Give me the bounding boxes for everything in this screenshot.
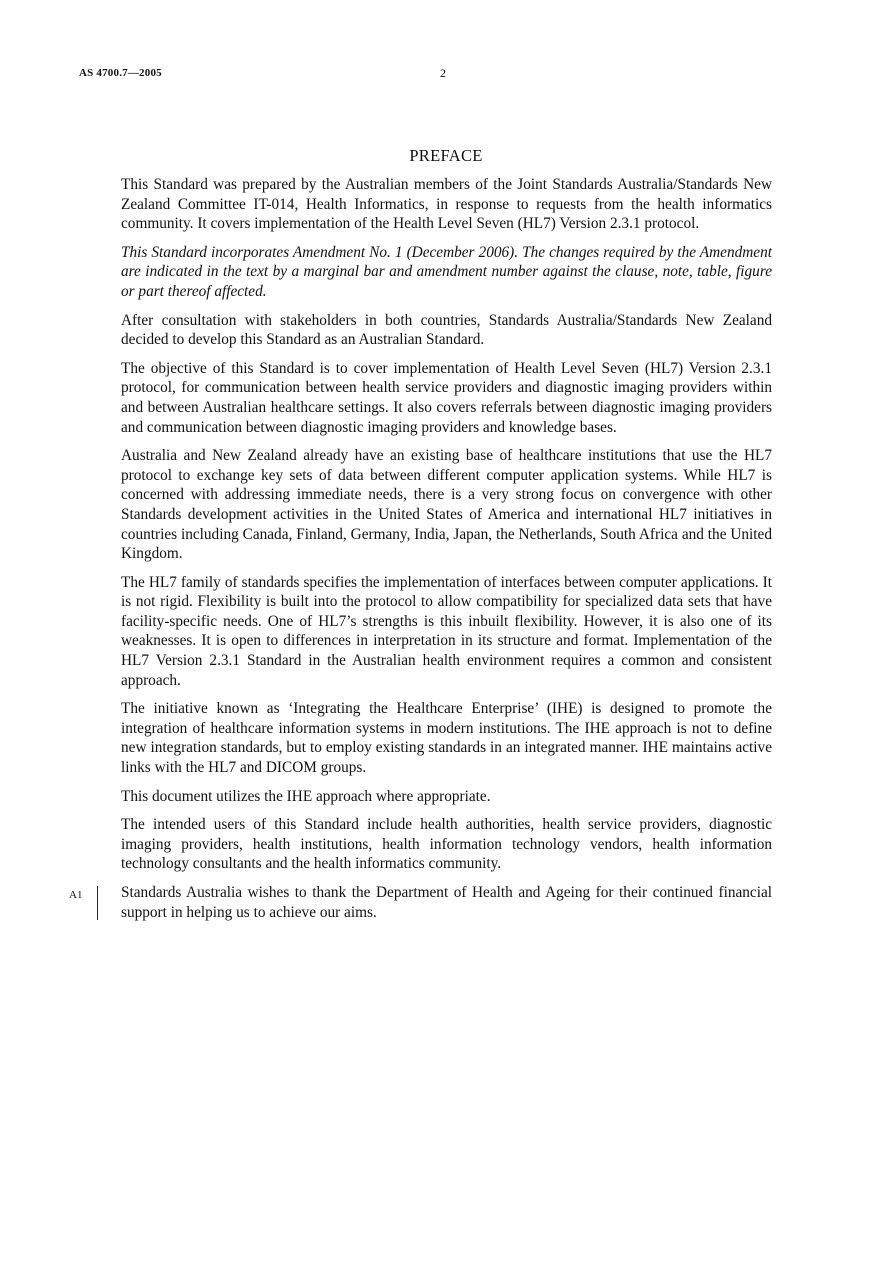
paragraph-committee: This Standard was prepared by the Australian members of the Joint Standards Australia/Standards New Zealand Committee IT-014, Health Informatics, in response to requests from the health informatics community. It covers implementation of the Health Level Seven (HL7) Version 2.3.1 protocol. (121, 176, 772, 233)
paragraph-acknowledgement: Standards Australia wishes to thank the Department of Health and Ageing for their continued financial support in helping us to achieve our aims. (121, 884, 772, 921)
paragraph-objective: The objective of this Standard is to cover implementation of Health Level Seven (HL7) Version 2.3.1 protocol, for communication between health service providers and diagnostic imaging providers within and between Australian healthcare settings. It also covers referrals between diagnostic imaging providers and communication between diagnostic imaging providers and knowledge bases. (121, 359, 772, 436)
standard-number: AS 4700.7—2005 (79, 67, 162, 79)
paragraph-consultation: After consultation with stakeholders in both countries, Standards Australia/Standards New Zealand decided to develop this Standard as an Australian Standard. (121, 311, 772, 349)
paragraph-hl7-family: The HL7 family of standards specifies the implementation of interfaces between computer applications. It is not rigid. Flexibility is built into the protocol to allow compatibility for specialized data sets that have facility-specific needs. One of HL7’s strengths is this inbuilt flexibility. However, it is also one of its weaknesses. It is open to differences in interpretation in its structure and format. Implementation of the HL7 Version 2.3.1 Standard in the Australian health environment requires a common and consistent approach. (121, 573, 772, 689)
preface-body (69, 175, 772, 931)
paragraph-ihe-approach: This document utilizes the IHE approach where appropriate. (121, 787, 491, 805)
paragraph-amendment-note: This Standard incorporates Amendment No. 1 (December 2006). The changes required by the Amendment are indicated in the text by a marginal bar and amendment number against the clause, note, table, figure or part thereof affected. (121, 243, 772, 300)
paragraph-existing-base: Australia and New Zealand already have an existing base of healthcare institutions that use the HL7 protocol to exchange key sets of data between different computer application systems. While HL7 is concerned with addressing immediate needs, there is a very strong focus on convergence with other Standards development activities in the United States of America and international HL7 initiatives in countries including Canada, Finland, Germany, India, Japan, the Netherlands, South Africa and the United Kingdom. (121, 447, 772, 563)
page-title: PREFACE (409, 146, 483, 165)
page-number: 2 (440, 66, 446, 80)
amendment-marginal-bar (97, 886, 98, 920)
paragraph-intended-users: The intended users of this Standard include health authorities, health service providers, diagnostic imaging providers, health institutions, health information technology vendors, health information technology consultants and the health informatics community. (121, 816, 772, 873)
amendment-label: A1 (69, 889, 83, 901)
paragraph-acknowledgement-block (69, 883, 772, 922)
paragraph-ihe-initiative: The initiative known as ‘Integrating the Healthcare Enterprise’ (IHE) is designed to promote the integration of healthcare information systems in modern institutions. The IHE approach is not to define new integration standards, but to employ existing standards in an integrated manner. IHE maintains active links with the HL7 and DICOM groups. (121, 700, 772, 777)
